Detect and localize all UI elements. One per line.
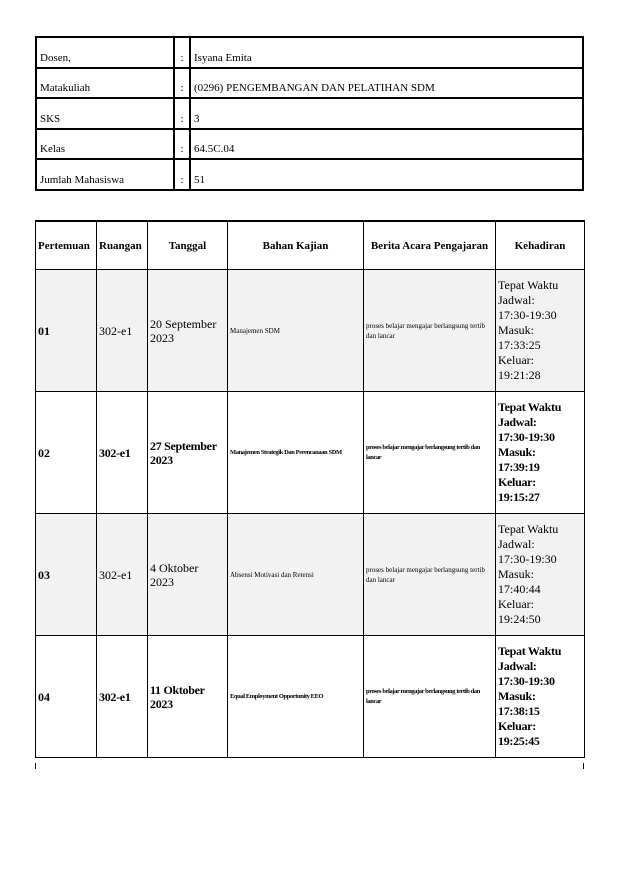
keluar-value: 19:21:28 xyxy=(498,368,541,382)
masuk-value: 17:39:19 xyxy=(498,460,540,474)
berita-acara-cell: proses belajar mengajar berlangsung tertib dan lancar xyxy=(364,392,496,514)
header-bahan-kajian: Bahan Kajian xyxy=(228,221,364,270)
kehadiran-cell xyxy=(496,392,585,514)
info-label: Dosen, xyxy=(36,37,174,68)
info-row-sks xyxy=(36,98,583,129)
keluar-value: 19:24:50 xyxy=(498,612,541,626)
table-row xyxy=(36,392,585,514)
keluar-label: Keluar: xyxy=(498,475,536,489)
table-row xyxy=(36,514,585,636)
info-row-matakuliah xyxy=(36,68,583,99)
kehadiran-cell xyxy=(496,514,585,636)
info-value: 64.5C.04 xyxy=(190,129,583,160)
table-row xyxy=(36,636,585,758)
jadwal-value: 17:30-19:30 xyxy=(498,430,555,444)
ruangan-cell: 302-e1 xyxy=(97,514,148,636)
berita-acara-cell: proses belajar mengajar berlangsung tertib dan lancar xyxy=(364,270,496,392)
ruangan-cell: 302-e1 xyxy=(97,270,148,392)
info-row-kelas xyxy=(36,129,583,160)
kehadiran-status: Tepat Waktu xyxy=(498,278,559,292)
info-value: 51 xyxy=(190,159,583,190)
info-value: 3 xyxy=(190,98,583,129)
masuk-label: Masuk: xyxy=(498,445,536,459)
masuk-value: 17:38:15 xyxy=(498,704,540,718)
jadwal-label: Jadwal: xyxy=(498,415,537,429)
info-label: Matakuliah xyxy=(36,68,174,99)
keluar-label: Keluar: xyxy=(498,353,534,367)
table-row xyxy=(36,270,585,392)
berita-acara-cell: proses belajar mengajar berlangsung tertib dan lancar xyxy=(364,514,496,636)
keluar-value: 19:15:27 xyxy=(498,490,540,504)
bahan-kajian-cell: Absensi Motivasi dan Retensi xyxy=(228,514,364,636)
keluar-value: 19:25:45 xyxy=(498,734,540,748)
pertemuan-cell: 01 xyxy=(36,270,97,392)
info-label: Jumlah Mahasiswa xyxy=(36,159,174,190)
bahan-kajian-cell: Equal Employment Opportunity EEO xyxy=(228,636,364,758)
tanggal-cell: 27 September 2023 xyxy=(148,392,228,514)
info-separator: : xyxy=(174,159,190,190)
header-tanggal: Tanggal xyxy=(148,221,228,270)
masuk-value: 17:40:44 xyxy=(498,582,541,596)
keluar-label: Keluar: xyxy=(498,719,536,733)
masuk-label: Masuk: xyxy=(498,567,534,581)
attendance-table xyxy=(35,220,585,758)
jadwal-value: 17:30-19:30 xyxy=(498,674,555,688)
kehadiran-status: Tepat Waktu xyxy=(498,400,562,414)
header-ruangan: Ruangan xyxy=(97,221,148,270)
tanggal-cell: 20 September 2023 xyxy=(148,270,228,392)
info-separator: : xyxy=(174,129,190,160)
table-continuation-line xyxy=(35,763,36,769)
ruangan-cell: 302-e1 xyxy=(97,636,148,758)
pertemuan-cell: 02 xyxy=(36,392,97,514)
berita-acara-cell: proses belajar mengajar berlangsung tertib dan lancar xyxy=(364,636,496,758)
info-row-jumlah-mahasiswa xyxy=(36,159,583,190)
bahan-kajian-cell: Manajemen Strategik Dan Perencanaan SDM xyxy=(228,392,364,514)
jadwal-value: 17:30-19:30 xyxy=(498,552,557,566)
kehadiran-status: Tepat Waktu xyxy=(498,522,559,536)
jadwal-label: Jadwal: xyxy=(498,293,535,307)
tanggal-cell: 11 Oktober 2023 xyxy=(148,636,228,758)
info-value: Isyana Emita xyxy=(190,37,583,68)
masuk-label: Masuk: xyxy=(498,689,536,703)
keluar-label: Keluar: xyxy=(498,597,534,611)
kehadiran-cell xyxy=(496,270,585,392)
jadwal-value: 17:30-19:30 xyxy=(498,308,557,322)
jadwal-label: Jadwal: xyxy=(498,659,537,673)
info-separator: : xyxy=(174,68,190,99)
info-label: SKS xyxy=(36,98,174,129)
info-separator: : xyxy=(174,98,190,129)
header-kehadiran: Kehadiran xyxy=(496,221,585,270)
kehadiran-cell xyxy=(496,636,585,758)
tanggal-cell: 4 Oktober 2023 xyxy=(148,514,228,636)
course-info-table xyxy=(35,36,584,191)
info-row-dosen xyxy=(36,37,583,68)
header-berita-acara: Berita Acara Pengajaran xyxy=(364,221,496,270)
info-value: (0296) PENGEMBANGAN DAN PELATIHAN SDM xyxy=(190,68,583,99)
jadwal-label: Jadwal: xyxy=(498,537,535,551)
info-separator: : xyxy=(174,37,190,68)
masuk-label: Masuk: xyxy=(498,323,534,337)
bahan-kajian-cell: Manajemen SDM xyxy=(228,270,364,392)
info-label: Kelas xyxy=(36,129,174,160)
ruangan-cell: 302-e1 xyxy=(97,392,148,514)
header-pertemuan: Pertemuan xyxy=(36,221,97,270)
kehadiran-status: Tepat Waktu xyxy=(498,644,562,658)
masuk-value: 17:33:25 xyxy=(498,338,541,352)
pertemuan-cell: 04 xyxy=(36,636,97,758)
attendance-header-row xyxy=(36,221,585,270)
table-continuation-line xyxy=(583,763,584,769)
pertemuan-cell: 03 xyxy=(36,514,97,636)
